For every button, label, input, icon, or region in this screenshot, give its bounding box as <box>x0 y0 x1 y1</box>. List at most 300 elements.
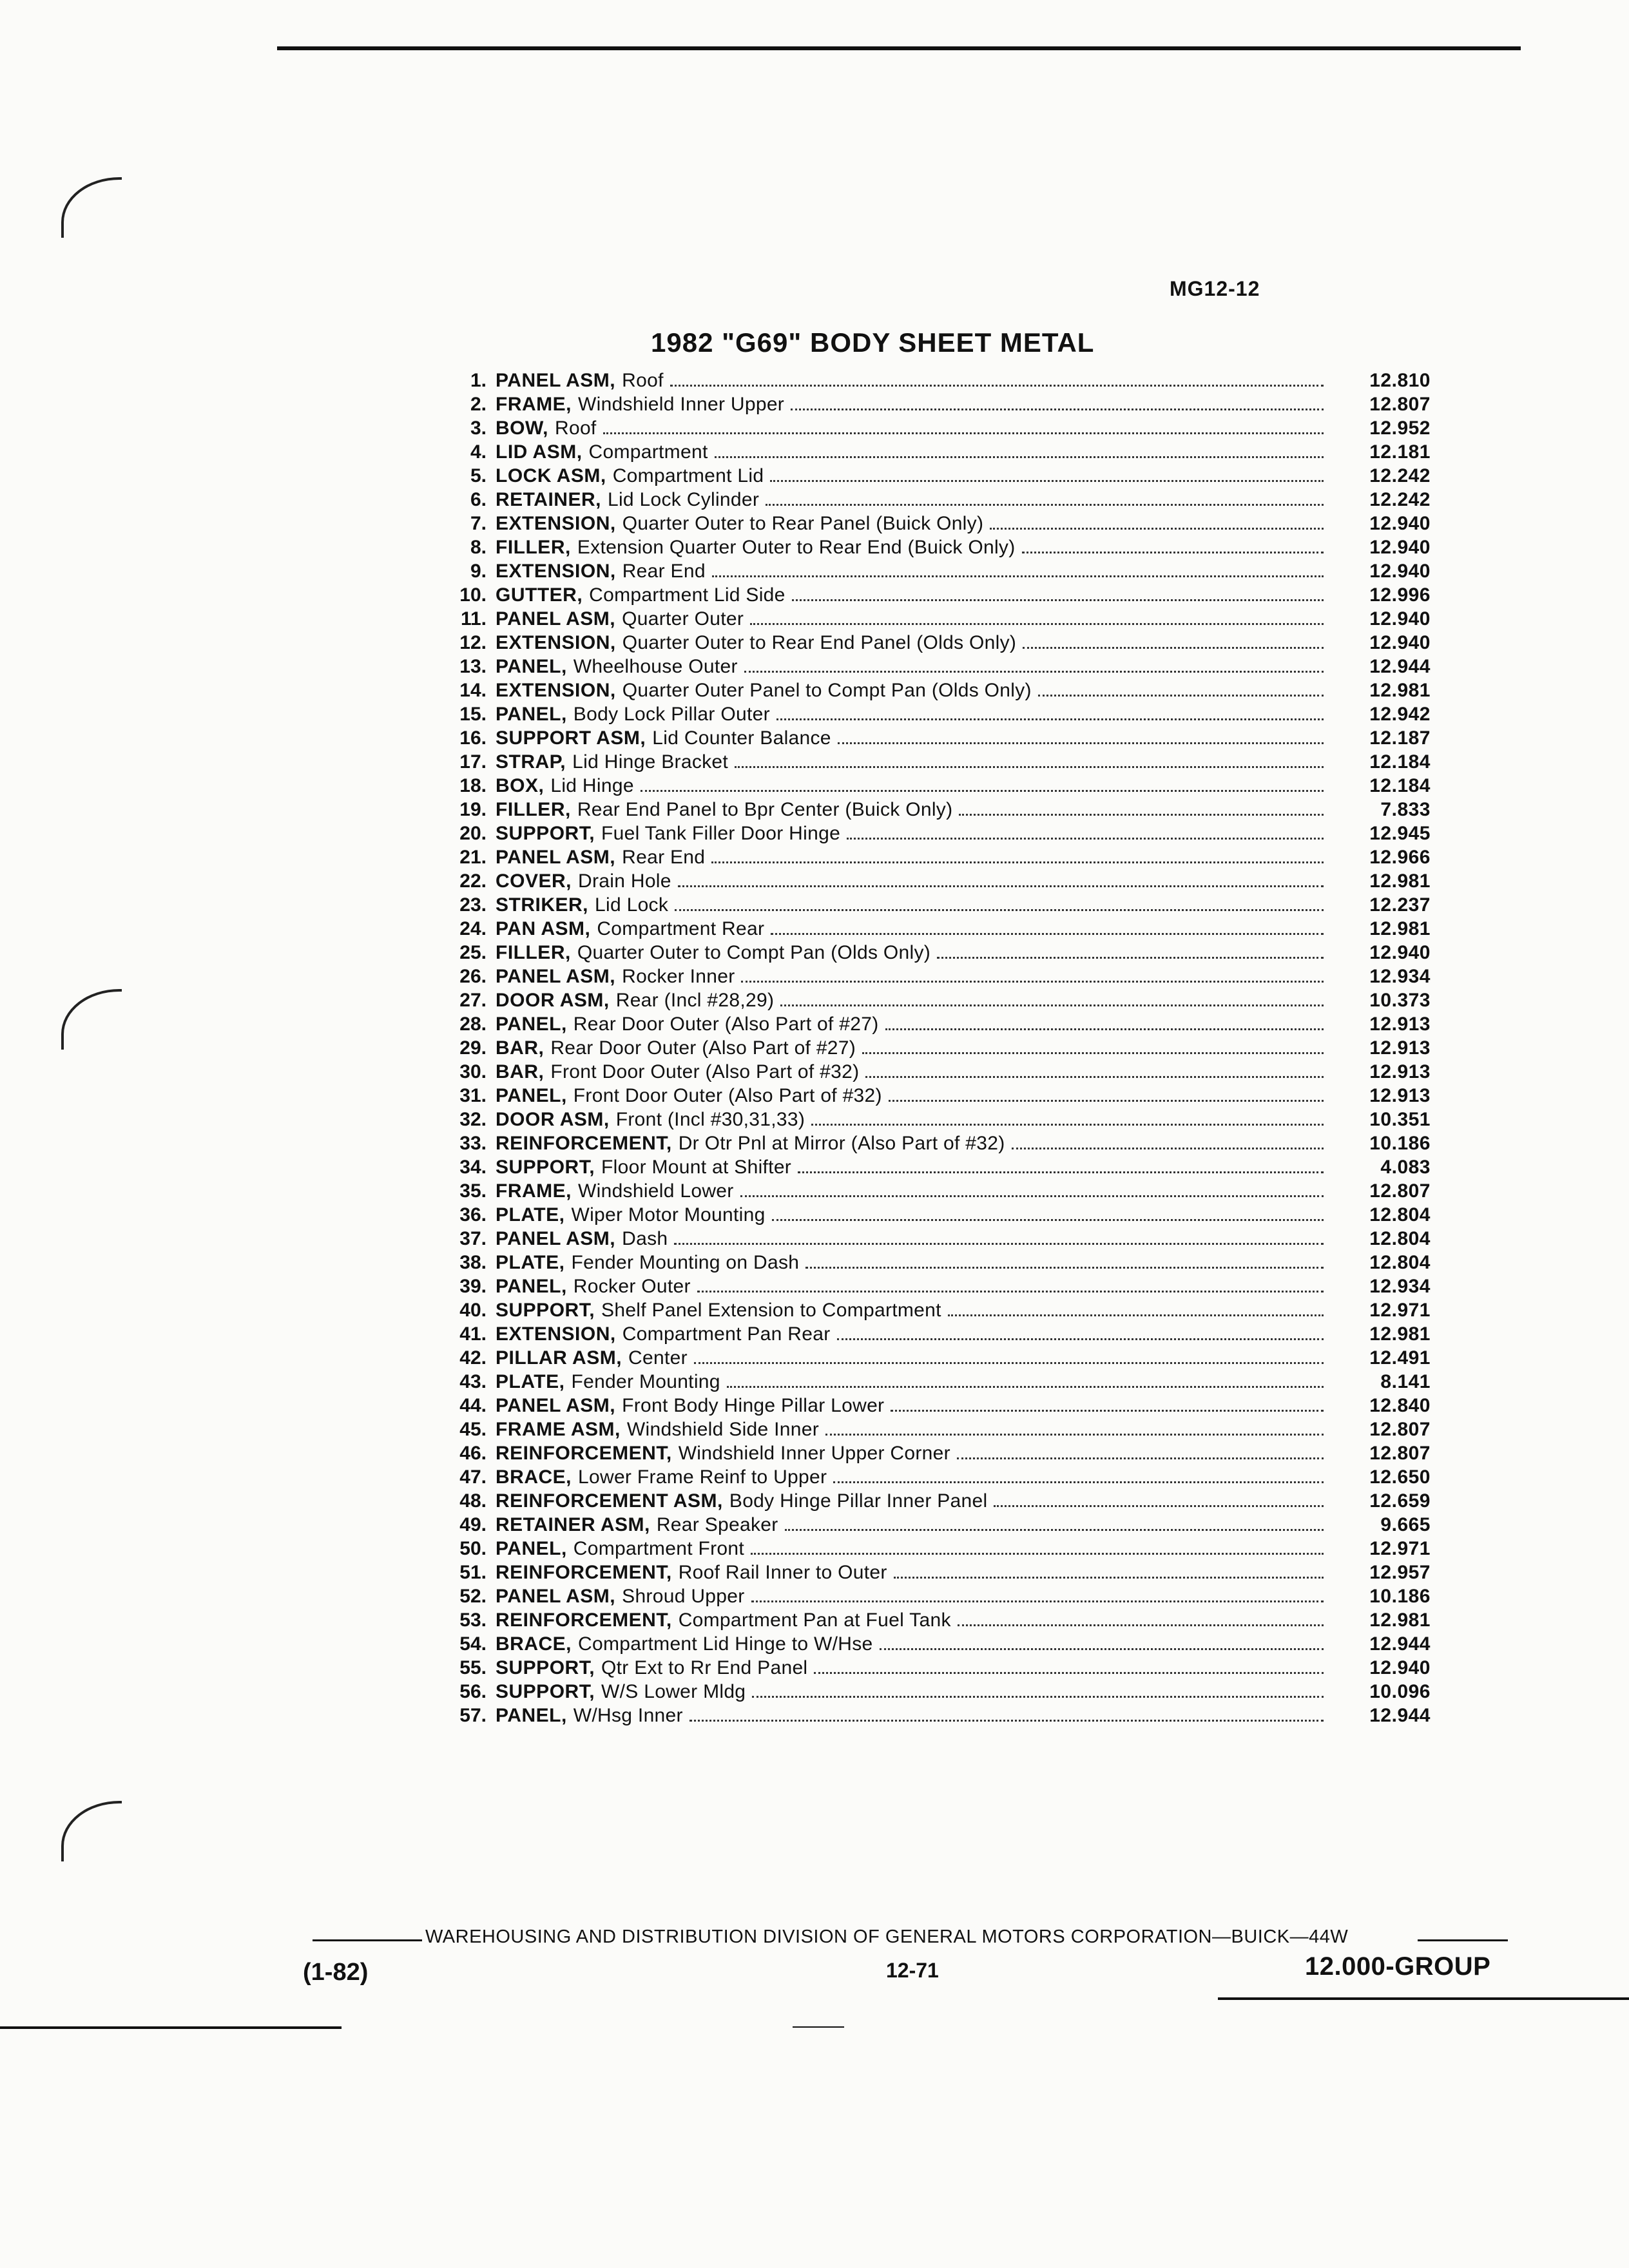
part-name: EXTENSION, <box>496 561 616 582</box>
part-description: Compartment Rear <box>597 918 765 939</box>
part-row <box>425 1704 1431 1727</box>
part-number: 52. <box>459 1586 487 1607</box>
dot-leader <box>1023 647 1324 649</box>
group-number: 12.913 <box>1369 1061 1431 1082</box>
part-number: 15. <box>459 704 487 725</box>
part-name: PANEL, <box>496 704 567 725</box>
dot-leader <box>741 981 1324 983</box>
part-number: 28. <box>459 1014 487 1035</box>
part-number: 27. <box>459 990 487 1011</box>
group-number: 12.957 <box>1369 1562 1431 1583</box>
dot-leader <box>751 1600 1324 1602</box>
group-number: 12.966 <box>1369 847 1431 868</box>
group-number: 12.807 <box>1369 1419 1431 1440</box>
group-number: 12.242 <box>1369 465 1431 486</box>
part-row <box>425 1680 1431 1704</box>
dot-leader <box>740 1195 1324 1197</box>
part-description: Shroud Upper <box>622 1586 745 1607</box>
group-number: 12.807 <box>1369 394 1431 415</box>
dot-leader <box>805 1267 1324 1269</box>
part-row <box>425 1441 1431 1465</box>
part-name: PILLAR ASM, <box>496 1347 622 1369</box>
bottom-rule-right <box>1218 1997 1629 2000</box>
part-number: 5. <box>470 465 487 486</box>
part-description: Wiper Motor Mounting <box>571 1204 766 1225</box>
part-name: SUPPORT ASM, <box>496 727 646 749</box>
dot-leader <box>894 1577 1324 1579</box>
dot-leader <box>791 408 1324 410</box>
part-description: Body Hinge Pillar Inner Panel <box>729 1490 988 1512</box>
part-description: Compartment Pan at Fuel Tank <box>678 1610 951 1631</box>
part-name: EXTENSION, <box>496 1323 616 1345</box>
part-row <box>425 1251 1431 1274</box>
part-number: 14. <box>459 680 487 701</box>
dot-leader <box>889 1100 1324 1102</box>
part-description: Qtr Ext to Rr End Panel <box>601 1657 808 1678</box>
dot-leader <box>674 1243 1324 1245</box>
part-description: W/S Lower Mldg <box>601 1681 746 1702</box>
part-name: LOCK ASM, <box>496 465 606 486</box>
part-name: SUPPORT, <box>496 823 595 844</box>
part-number: 7. <box>470 513 487 534</box>
part-row <box>425 845 1431 869</box>
part-number: 4. <box>470 441 487 463</box>
part-name: FRAME, <box>496 394 572 415</box>
part-name: FILLER, <box>496 942 571 963</box>
part-number: 17. <box>459 751 487 773</box>
part-name: PLATE, <box>496 1204 565 1225</box>
part-description: Windshield Lower <box>578 1180 734 1202</box>
part-name: SUPPORT, <box>496 1157 595 1178</box>
group-number: 12.187 <box>1369 727 1431 749</box>
part-description: Roof Rail Inner to Outer <box>678 1562 887 1583</box>
dot-leader <box>847 838 1324 840</box>
dot-leader <box>990 528 1324 530</box>
part-description: Lid Counter Balance <box>652 727 831 749</box>
part-name: EXTENSION, <box>496 513 616 534</box>
part-row <box>425 1179 1431 1203</box>
part-row <box>425 869 1431 893</box>
part-number: 47. <box>459 1466 487 1488</box>
part-number: 50. <box>459 1538 487 1559</box>
dot-leader <box>862 1052 1324 1054</box>
part-name: COVER, <box>496 870 572 892</box>
part-description: Lid Hinge Bracket <box>572 751 729 773</box>
part-number: 24. <box>459 918 487 939</box>
part-row <box>425 1656 1431 1680</box>
part-number: 6. <box>470 489 487 510</box>
part-row <box>425 1155 1431 1179</box>
bottom-rule-left <box>0 2026 342 2029</box>
group-number: 12.942 <box>1369 704 1431 725</box>
part-name: REINFORCEMENT, <box>496 1443 672 1464</box>
part-number: 53. <box>459 1610 487 1631</box>
dot-leader <box>678 885 1324 887</box>
dot-leader <box>780 1004 1324 1006</box>
group-number: 12.940 <box>1369 1657 1431 1678</box>
group-number: 12.913 <box>1369 1014 1431 1035</box>
part-description: Wheelhouse Outer <box>573 656 738 677</box>
dot-leader <box>776 718 1324 720</box>
part-number: 19. <box>459 799 487 820</box>
group-number: 12.184 <box>1369 751 1431 773</box>
group-number: 12.913 <box>1369 1085 1431 1106</box>
group-number: 4.083 <box>1380 1157 1431 1178</box>
part-description: Quarter Outer to Rear End Panel (Olds Only) <box>622 632 1017 653</box>
dot-leader <box>880 1648 1324 1650</box>
dot-leader <box>712 575 1324 577</box>
part-number: 2. <box>470 394 487 415</box>
part-row <box>425 822 1431 845</box>
dot-leader <box>603 432 1324 434</box>
part-number: 48. <box>459 1490 487 1512</box>
part-name: REINFORCEMENT ASM, <box>496 1490 723 1512</box>
part-name: STRAP, <box>496 751 566 773</box>
part-description: Fender Mounting <box>571 1371 720 1392</box>
dot-leader <box>772 1219 1324 1221</box>
part-row <box>425 1227 1431 1251</box>
dot-leader <box>670 385 1324 387</box>
part-number: 23. <box>459 894 487 916</box>
part-row <box>425 392 1431 416</box>
part-row <box>425 726 1431 750</box>
left-margin-mark-bottom <box>61 1801 122 1861</box>
part-description: Quarter Outer to Compt Pan (Olds Only) <box>577 942 931 963</box>
group-number: 10.186 <box>1369 1133 1431 1154</box>
dot-leader <box>770 480 1324 482</box>
group-number: 10.096 <box>1369 1681 1431 1702</box>
part-row <box>425 1418 1431 1441</box>
part-name: PANEL ASM, <box>496 1586 616 1607</box>
part-name: GUTTER, <box>496 584 583 606</box>
part-description: Shelf Panel Extension to Compartment <box>601 1300 941 1321</box>
part-name: PANEL ASM, <box>496 966 616 987</box>
dot-leader <box>771 933 1324 935</box>
part-description: Floor Mount at Shifter <box>601 1157 792 1178</box>
dot-leader <box>735 766 1324 768</box>
group-number: 12.913 <box>1369 1037 1431 1059</box>
page-code: MG12-12 <box>1170 277 1260 300</box>
group-number: 12.491 <box>1369 1347 1431 1369</box>
part-description: Rear Door Outer (Also Part of #27) <box>550 1037 856 1059</box>
part-row <box>425 941 1431 965</box>
part-row <box>425 1513 1431 1537</box>
group-number: 12.804 <box>1369 1228 1431 1249</box>
part-row <box>425 1036 1431 1060</box>
group-number: 12.944 <box>1369 656 1431 677</box>
part-number: 34. <box>459 1157 487 1178</box>
part-name: SUPPORT, <box>496 1657 595 1678</box>
part-row <box>425 678 1431 702</box>
part-row <box>425 1322 1431 1346</box>
part-description: Front Door Outer (Also Part of #32) <box>550 1061 860 1082</box>
group-number: 12.981 <box>1369 870 1431 892</box>
group-number: 10.186 <box>1369 1586 1431 1607</box>
part-description: Compartment Pan Rear <box>622 1323 831 1345</box>
dot-leader <box>825 1434 1324 1436</box>
part-row <box>425 416 1431 440</box>
left-margin-mark-middle <box>61 989 122 1050</box>
part-name: PANEL, <box>496 1705 567 1726</box>
part-number: 35. <box>459 1180 487 1202</box>
part-description: W/Hsg Inner <box>573 1705 683 1726</box>
part-number: 9. <box>470 561 487 582</box>
part-number: 55. <box>459 1657 487 1678</box>
part-name: BAR, <box>496 1061 545 1082</box>
part-description: Lid Hinge <box>550 775 634 796</box>
dot-leader <box>798 1171 1324 1173</box>
revision-date: (1-82) <box>303 1959 369 1986</box>
part-number: 56. <box>459 1681 487 1702</box>
group-number: 12.981 <box>1369 680 1431 701</box>
part-number: 32. <box>459 1109 487 1130</box>
dot-leader <box>641 790 1324 792</box>
part-description: Rear End <box>622 561 706 582</box>
part-name: EXTENSION, <box>496 680 616 701</box>
part-description: Lower Frame Reinf to Upper <box>578 1466 827 1488</box>
part-description: Compartment Lid <box>612 465 764 486</box>
part-name: PANEL ASM, <box>496 1228 616 1249</box>
group-number: 12.840 <box>1369 1395 1431 1416</box>
dot-leader <box>694 1362 1324 1364</box>
part-name: DOOR ASM, <box>496 1109 610 1130</box>
part-number: 22. <box>459 870 487 892</box>
part-name: PLATE, <box>496 1371 565 1392</box>
part-name: REINFORCEMENT, <box>496 1610 672 1631</box>
part-number: 37. <box>459 1228 487 1249</box>
part-description: Lid Lock <box>595 894 669 916</box>
top-rule <box>277 46 1521 50</box>
part-number: 25. <box>459 942 487 963</box>
group-number: 12.804 <box>1369 1252 1431 1273</box>
dot-leader <box>697 1291 1324 1293</box>
group-number: 12.810 <box>1369 370 1431 391</box>
part-description: Body Lock Pillar Outer <box>573 704 770 725</box>
part-description: Compartment Lid Side <box>589 584 786 606</box>
part-number: 40. <box>459 1300 487 1321</box>
part-number: 36. <box>459 1204 487 1225</box>
group-number: 12.996 <box>1369 584 1431 606</box>
part-description: Rocker Outer <box>573 1276 691 1297</box>
dot-leader <box>814 1672 1324 1674</box>
part-row <box>425 1561 1431 1584</box>
part-row <box>425 512 1431 535</box>
part-description: Compartment Front <box>573 1538 744 1559</box>
part-description: Windshield Side Inner <box>626 1419 820 1440</box>
dot-leader <box>744 671 1324 673</box>
footer-rule-right <box>1418 1939 1508 1941</box>
part-description: Fender Mounting on Dash <box>571 1252 800 1273</box>
group-number: 12.237 <box>1369 894 1431 916</box>
part-name: RETAINER, <box>496 489 601 510</box>
parts-list <box>425 369 1431 1727</box>
part-number: 13. <box>459 656 487 677</box>
dot-leader <box>885 1028 1324 1030</box>
dot-leader <box>937 957 1324 959</box>
group-number: 8.141 <box>1380 1371 1431 1392</box>
part-name: RETAINER ASM, <box>496 1514 650 1535</box>
part-number: 12. <box>459 632 487 653</box>
part-number: 33. <box>459 1133 487 1154</box>
dot-leader <box>948 1314 1324 1316</box>
publisher-line: WAREHOUSING AND DISTRIBUTION DIVISION OF GENERAL MOTORS CORPORATION—BUICK—44W <box>425 1927 1349 1947</box>
page-number: 12-71 <box>886 1959 939 1982</box>
part-name: PANEL, <box>496 656 567 677</box>
group-number: 12.945 <box>1369 823 1431 844</box>
part-row <box>425 535 1431 559</box>
part-description: Roof <box>555 418 597 439</box>
document-title: 1982 "G69" BODY SHEET METAL <box>651 327 1095 358</box>
part-description: Compartment <box>588 441 708 463</box>
part-number: 20. <box>459 823 487 844</box>
dot-leader <box>1022 552 1324 553</box>
part-name: PLATE, <box>496 1252 565 1273</box>
part-name: FILLER, <box>496 537 571 558</box>
part-row <box>425 583 1431 607</box>
part-number: 54. <box>459 1633 487 1655</box>
part-description: Center <box>628 1347 688 1369</box>
group-number: 12.934 <box>1369 1276 1431 1297</box>
part-row <box>425 750 1431 774</box>
part-row <box>425 702 1431 726</box>
part-name: BRACE, <box>496 1466 572 1488</box>
part-row <box>425 1346 1431 1370</box>
group-number: 12.940 <box>1369 537 1431 558</box>
part-number: 1. <box>470 370 487 391</box>
part-row <box>425 1370 1431 1394</box>
part-number: 42. <box>459 1347 487 1369</box>
group-number: 12.940 <box>1369 513 1431 534</box>
dot-leader <box>751 1553 1324 1555</box>
part-name: REINFORCEMENT, <box>496 1133 672 1154</box>
part-row <box>425 1584 1431 1608</box>
group-number: 12.940 <box>1369 942 1431 963</box>
part-row <box>425 607 1431 631</box>
part-row <box>425 988 1431 1012</box>
group-number: 12.971 <box>1369 1300 1431 1321</box>
part-row <box>425 631 1431 655</box>
dot-leader <box>811 1124 1324 1126</box>
part-name: PANEL ASM, <box>496 1395 616 1416</box>
part-number: 18. <box>459 775 487 796</box>
part-name: PANEL, <box>496 1085 567 1106</box>
group-number: 12.940 <box>1369 632 1431 653</box>
part-row <box>425 1274 1431 1298</box>
part-description: Front Body Hinge Pillar Lower <box>622 1395 885 1416</box>
part-number: 57. <box>459 1705 487 1726</box>
left-margin-mark-top <box>61 177 122 238</box>
part-description: Rear (Incl #28,29) <box>615 990 775 1011</box>
part-description: Front Door Outer (Also Part of #32) <box>573 1085 882 1106</box>
part-description: Rear End Panel to Bpr Center (Buick Only) <box>577 799 953 820</box>
part-name: REINFORCEMENT, <box>496 1562 672 1583</box>
part-name: PANEL ASM, <box>496 370 616 391</box>
part-name: EXTENSION, <box>496 632 616 653</box>
dot-leader <box>838 742 1324 744</box>
part-row <box>425 1298 1431 1322</box>
part-row <box>425 893 1431 917</box>
part-description: Fuel Tank Filler Door Hinge <box>601 823 841 844</box>
part-row <box>425 1203 1431 1227</box>
part-number: 16. <box>459 727 487 749</box>
part-row <box>425 1608 1431 1632</box>
part-number: 11. <box>460 608 487 629</box>
part-number: 29. <box>459 1037 487 1059</box>
part-row <box>425 559 1431 583</box>
part-number: 38. <box>459 1252 487 1273</box>
dot-leader <box>785 1529 1324 1531</box>
part-name: BOX, <box>496 775 545 796</box>
part-row <box>425 440 1431 464</box>
part-number: 30. <box>459 1061 487 1082</box>
group-number: 7.833 <box>1380 799 1431 820</box>
part-row <box>425 1632 1431 1656</box>
part-row <box>425 655 1431 678</box>
part-name: PANEL, <box>496 1538 567 1559</box>
part-name: SUPPORT, <box>496 1300 595 1321</box>
part-description: Compartment Lid Hinge to W/Hse <box>578 1633 873 1655</box>
part-number: 41. <box>459 1323 487 1345</box>
dot-leader <box>727 1386 1324 1388</box>
dot-leader <box>675 909 1324 911</box>
part-name: STRIKER, <box>496 894 589 916</box>
part-row <box>425 464 1431 488</box>
group-number: 12.981 <box>1369 1323 1431 1345</box>
group-number: 10.373 <box>1369 990 1431 1011</box>
group-number: 12.807 <box>1369 1443 1431 1464</box>
part-description: Windshield Inner Upper Corner <box>678 1443 950 1464</box>
dot-leader <box>837 1338 1324 1340</box>
part-name: BOW, <box>496 418 548 439</box>
part-description: Rear Door Outer (Also Part of #27) <box>573 1014 879 1035</box>
part-name: FRAME, <box>496 1180 572 1202</box>
dot-leader <box>715 456 1324 458</box>
group-number: 12.934 <box>1369 966 1431 987</box>
part-name: BAR, <box>496 1037 545 1059</box>
part-row <box>425 1489 1431 1513</box>
dot-leader <box>957 1457 1324 1459</box>
part-row <box>425 1394 1431 1418</box>
part-number: 10. <box>459 584 487 606</box>
part-number: 51. <box>459 1562 487 1583</box>
part-name: PANEL, <box>496 1014 567 1035</box>
dot-leader <box>833 1481 1324 1483</box>
group-number: 12.804 <box>1369 1204 1431 1225</box>
part-row <box>425 1108 1431 1131</box>
part-row <box>425 369 1431 392</box>
dot-leader <box>891 1410 1324 1412</box>
group-number: 12.952 <box>1369 418 1431 439</box>
part-name: PANEL ASM, <box>496 847 616 868</box>
part-row <box>425 1131 1431 1155</box>
part-row <box>425 798 1431 822</box>
part-row <box>425 488 1431 512</box>
part-name: PANEL ASM, <box>496 608 616 629</box>
part-number: 3. <box>470 418 487 439</box>
part-description: Quarter Outer Panel to Compt Pan (Olds Only) <box>622 680 1032 701</box>
dot-leader <box>711 861 1324 863</box>
group-number: 12.807 <box>1369 1180 1431 1202</box>
part-name: DOOR ASM, <box>496 990 610 1011</box>
dot-leader <box>792 599 1324 601</box>
part-description: Quarter Outer to Rear Panel (Buick Only) <box>622 513 984 534</box>
group-number: 9.665 <box>1380 1514 1431 1535</box>
part-description: Windshield Inner Upper <box>578 394 785 415</box>
part-number: 45. <box>459 1419 487 1440</box>
part-name: FILLER, <box>496 799 571 820</box>
part-name: FRAME ASM, <box>496 1419 621 1440</box>
part-name: BRACE, <box>496 1633 572 1655</box>
